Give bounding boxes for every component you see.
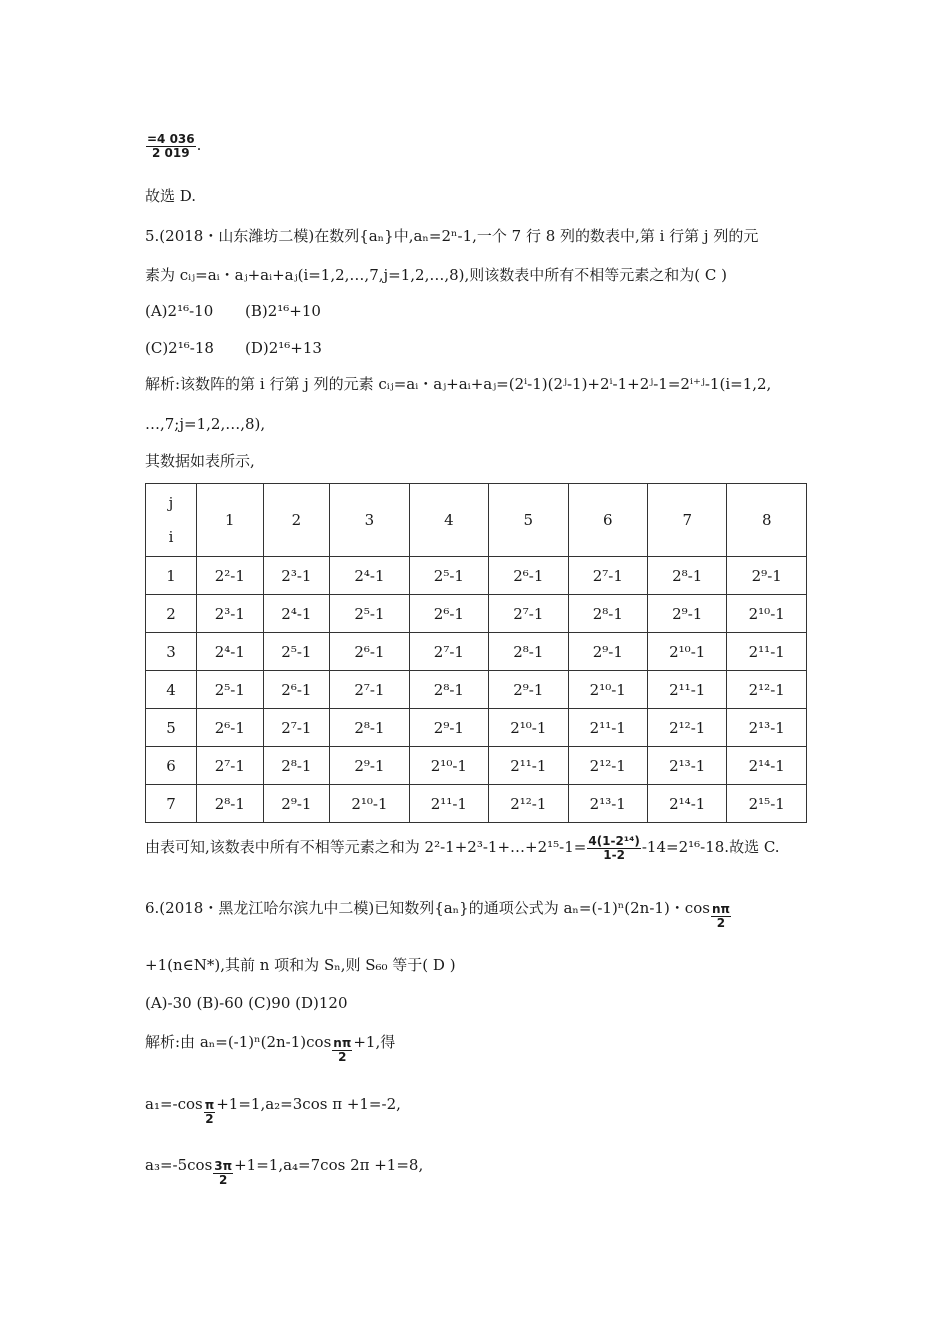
table-cell: 2⁶-1	[489, 557, 568, 595]
table-header-row	[146, 484, 807, 557]
table-cell: 2⁹-1	[568, 633, 647, 671]
row-label: 6	[146, 747, 197, 785]
table-row	[146, 709, 807, 747]
q5-conclusion-pre: 由表可知,该数表中所有不相等元素之和为 2²-1+2³-1+…+2¹⁵-1=	[145, 838, 587, 857]
table-cell: 2⁵-1	[330, 595, 409, 633]
table-row	[146, 557, 807, 595]
q6-options: (A)-30 (B)-60 (C)90 (D)120	[145, 994, 348, 1012]
table-cell: 2⁴-1	[330, 557, 409, 595]
table-cell: 2¹²-1	[489, 785, 568, 823]
table-cell: 2¹⁰-1	[648, 633, 727, 671]
row-label: 2	[146, 595, 197, 633]
q6-solution-pre: 解析:由 aₙ=(-1)ⁿ(2n-1)cos	[145, 1033, 332, 1051]
table-cell: 2²-1	[197, 557, 264, 595]
q6-a1-a2-line	[145, 1094, 401, 1126]
fraction-numerator: 4(1-2¹⁴)	[588, 834, 640, 848]
fraction-numerator: 3π	[214, 1159, 233, 1174]
row-label: 7	[146, 785, 197, 823]
table-cell: 2⁷-1	[263, 709, 330, 747]
q6-solution-post: +1,得	[353, 1033, 396, 1051]
top-fraction-tail: .	[196, 136, 202, 155]
top-fraction	[146, 133, 196, 159]
table-cell: 2⁷-1	[568, 557, 647, 595]
q5-conclusion-fraction	[587, 835, 641, 861]
table-cell: 2¹⁴-1	[648, 785, 727, 823]
a12-fraction	[204, 1099, 216, 1125]
column-header: 8	[727, 484, 807, 557]
table-cell: 2⁶-1	[330, 633, 409, 671]
q5-solution-line2: …,7;j=1,2,…,8),	[145, 415, 266, 433]
a34-pre: a₃=-5cos	[145, 1156, 213, 1174]
q5-option-a: (A)2¹⁶-10	[145, 302, 214, 320]
q6-solution-fraction	[332, 1037, 352, 1063]
table-row	[146, 671, 807, 709]
table-cell: 2¹¹-1	[568, 709, 647, 747]
q6-stem-line1	[145, 898, 732, 930]
q5-stem-line2: 素为 cᵢⱼ=aᵢ・aⱼ+aᵢ+aⱼ(i=1,2,…,7,j=1,2,…,8),则该数表中所有不相等元素之和为( C )	[145, 266, 727, 284]
fraction-numerator: π	[204, 1098, 215, 1113]
table-cell: 2¹⁰-1	[409, 747, 488, 785]
corner-i-label: i	[168, 528, 174, 546]
q5-stem-line1: 5.(2018・山东潍坊二模)在数列{aₙ}中,aₙ=2ⁿ-1,一个 7 行 8 列的数表中,第 i 行第 j 列的元	[145, 227, 759, 245]
table-cell: 2¹¹-1	[489, 747, 568, 785]
q6-solution-line1	[145, 1032, 395, 1064]
q5-solution-line3: 其数据如表所示,	[145, 452, 255, 470]
column-header: 1	[197, 484, 264, 557]
table-cell: 2¹¹-1	[727, 633, 807, 671]
table-cell: 2⁶-1	[263, 671, 330, 709]
column-header: 2	[263, 484, 330, 557]
a12-pre: a₁=-cos	[145, 1095, 203, 1113]
table-cell: 2⁹-1	[648, 595, 727, 633]
top-fraction-denominator: 2 019	[146, 146, 196, 160]
q5-option-d: (D)2¹⁶+13	[245, 339, 322, 357]
top-fraction-numerator: =4 036	[147, 132, 195, 146]
table-cell: 2¹⁰-1	[489, 709, 568, 747]
q5-conclusion	[145, 835, 780, 861]
column-header: 5	[489, 484, 568, 557]
table-cell: 2⁸-1	[263, 747, 330, 785]
table-cell: 2⁹-1	[263, 785, 330, 823]
table-cell: 2⁶-1	[409, 595, 488, 633]
table-cell: 2⁴-1	[263, 595, 330, 633]
table-row	[146, 595, 807, 633]
top-fraction-line	[145, 133, 201, 159]
table-row	[146, 633, 807, 671]
column-header: 4	[409, 484, 488, 557]
corner-j-label: j	[168, 494, 174, 512]
table-cell: 2¹²-1	[648, 709, 727, 747]
table-cell: 2⁸-1	[197, 785, 264, 823]
a34-fraction	[213, 1160, 233, 1186]
table-cell: 2¹⁰-1	[330, 785, 409, 823]
table-cell: 2⁵-1	[409, 557, 488, 595]
table-cell: 2⁷-1	[197, 747, 264, 785]
table-cell: 2⁷-1	[409, 633, 488, 671]
table-row	[146, 785, 807, 823]
table-cell: 2⁸-1	[330, 709, 409, 747]
table-cell: 2³-1	[263, 557, 330, 595]
fraction-denominator: 2	[205, 1112, 214, 1126]
table-corner-cell	[146, 484, 197, 557]
row-label: 5	[146, 709, 197, 747]
table-cell: 2¹³-1	[568, 785, 647, 823]
fraction-denominator: 2	[332, 1050, 352, 1064]
table-cell: 2¹¹-1	[409, 785, 488, 823]
table-cell: 2¹³-1	[727, 709, 807, 747]
table-cell: 2⁵-1	[263, 633, 330, 671]
table-cell: 2⁵-1	[197, 671, 264, 709]
table-cell: 2⁷-1	[489, 595, 568, 633]
row-label: 1	[146, 557, 197, 595]
a34-post: +1=1,a₄=7cos 2π +1=8,	[234, 1156, 424, 1174]
row-label: 4	[146, 671, 197, 709]
table-cell: 2¹²-1	[568, 747, 647, 785]
q6-stem-line2: +1(n∈N*),其前 n 项和为 Sₙ,则 S₆₀ 等于( D )	[145, 956, 456, 974]
table-cell: 2⁶-1	[197, 709, 264, 747]
table-cell: 2¹⁰-1	[568, 671, 647, 709]
row-label: 3	[146, 633, 197, 671]
data-table	[145, 483, 807, 823]
fraction-denominator: 2	[213, 1173, 233, 1187]
q5-option-c: (C)2¹⁶-18	[145, 339, 214, 357]
q6-stem-fraction	[711, 903, 731, 929]
table-row	[146, 747, 807, 785]
table-cell: 2¹⁰-1	[727, 595, 807, 633]
column-header: 3	[330, 484, 409, 557]
table-cell: 2¹¹-1	[648, 671, 727, 709]
fraction-numerator: nπ	[333, 1036, 352, 1051]
q5-option-b: (B)2¹⁶+10	[245, 302, 321, 320]
column-header: 6	[568, 484, 647, 557]
q5-solution-line1: 解析:该数阵的第 i 行第 j 列的元素 cᵢⱼ=aᵢ・aⱼ+aᵢ+aⱼ=(2ⁱ-1)(2ʲ-1)+2ⁱ-1+2ʲ-1=2ⁱ⁺ʲ-1(i=1,2,	[145, 375, 772, 393]
table-cell: 2³-1	[197, 595, 264, 633]
q6-stem-pre: 6.(2018・黑龙江哈尔滨九中二模)已知数列{aₙ}的通项公式为 aₙ=(-1)ⁿ(2n-1)・cos	[145, 899, 710, 917]
table-cell: 2⁷-1	[330, 671, 409, 709]
table-cell: 2⁹-1	[727, 557, 807, 595]
table-cell: 2¹⁴-1	[727, 747, 807, 785]
fraction-denominator: 1-2	[587, 848, 641, 862]
table-cell: 2⁸-1	[568, 595, 647, 633]
q6-a3-a4-line	[145, 1155, 423, 1187]
table-cell: 2⁹-1	[489, 671, 568, 709]
column-header: 7	[648, 484, 727, 557]
table-cell: 2¹³-1	[648, 747, 727, 785]
table-cell: 2⁴-1	[197, 633, 264, 671]
table-cell: 2⁸-1	[409, 671, 488, 709]
table-cell: 2⁸-1	[489, 633, 568, 671]
table-cell: 2⁹-1	[330, 747, 409, 785]
fraction-numerator: nπ	[711, 902, 730, 917]
table-cell: 2⁹-1	[409, 709, 488, 747]
q5-conclusion-post: -14=2¹⁶-18.故选 C.	[641, 838, 780, 857]
fraction-denominator: 2	[711, 916, 731, 930]
a12-post: +1=1,a₂=3cos π +1=-2,	[216, 1095, 401, 1113]
answer-line-d: 故选 D.	[145, 187, 197, 205]
table-cell: 2⁸-1	[648, 557, 727, 595]
table-cell: 2¹⁵-1	[727, 785, 807, 823]
table-cell: 2¹²-1	[727, 671, 807, 709]
